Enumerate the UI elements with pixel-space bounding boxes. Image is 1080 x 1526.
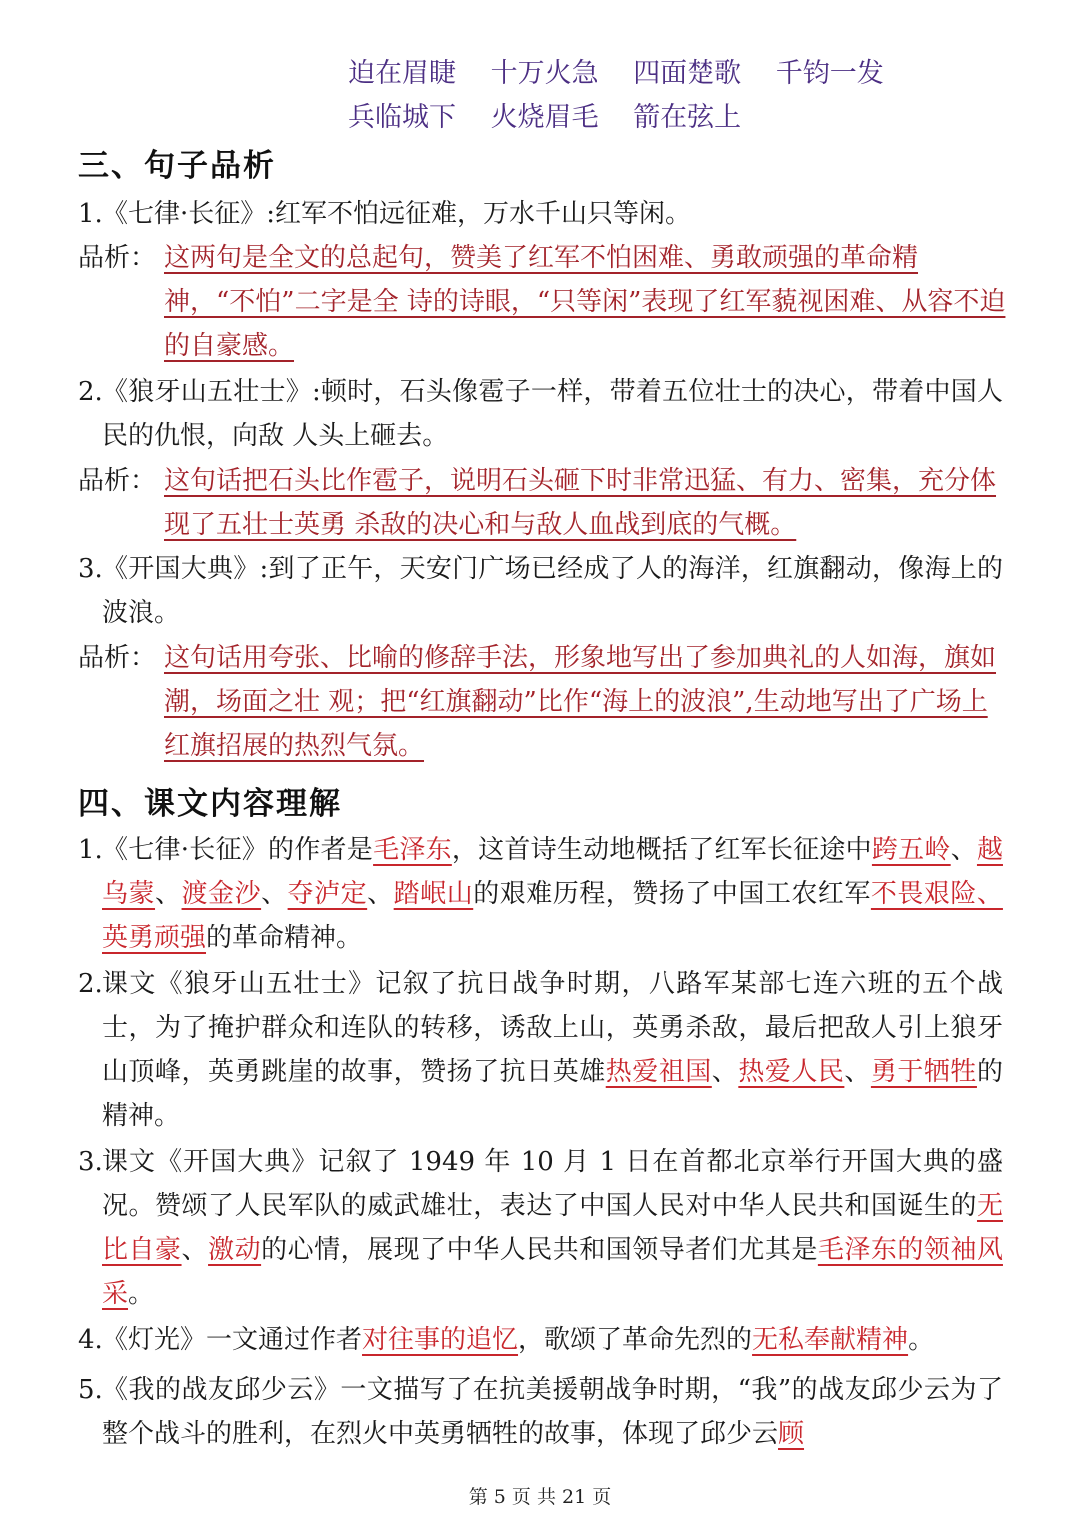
- item-number: 3.: [78, 1147, 103, 1177]
- idiom: 迫在眉睫: [348, 58, 456, 89]
- analysis-block: [78, 236, 1008, 368]
- content-item: [78, 1368, 1003, 1456]
- text-segment: 、: [155, 879, 182, 909]
- content-item: [78, 1140, 1003, 1316]
- item-number: 4.: [78, 1325, 103, 1355]
- text-segment: 、: [844, 1057, 871, 1087]
- highlighted-answer: 不畏艰险、英勇顽强: [102, 879, 1003, 953]
- text-segment: 的心情，展现了中华人民共和国领导者们尤其是: [261, 1235, 818, 1265]
- sentence-text: 《七律·长征》:红军不怕远征难，万水千山只等闲。: [102, 199, 692, 229]
- highlighted-answer: 渡金沙: [181, 879, 262, 909]
- highlighted-answer: 跨五岭: [871, 835, 951, 865]
- text-segment: 的精神。: [102, 1057, 1003, 1131]
- highlighted-answer: 无比自豪: [102, 1191, 1003, 1265]
- analysis-block: [78, 459, 1008, 547]
- text-segment: 课文《狼牙山五壮士》记叙了抗日战争时期，八路军某部七连六班的五个战士，为了掩护群众和连队的转移，诱敌上山，英勇杀敌，最后把敌人引上狼牙山顶峰，英勇跳崖的故事，赞扬了抗日英雄: [102, 969, 1003, 1087]
- idiom: 十万火急: [490, 58, 599, 89]
- content-text: [102, 962, 1003, 1138]
- analysis-block: [78, 636, 1008, 768]
- highlighted-answer: 越乌蒙: [102, 835, 1003, 909]
- analysis-text: 这两句是全文的总起句，赞美了红军不怕困难、勇敢顽强的革命精神，“不怕”二字是全 诗的诗眼，“只等闲”表现了红军藐视困难、从容不迫的自豪感。: [164, 243, 1006, 361]
- sentence-text: 《开国大典》:到了正午，天安门广场已经成了人的海洋，红旗翻动，像海上的波浪。: [102, 554, 1003, 628]
- analysis-label: 品析：: [78, 643, 157, 673]
- text-segment: 、: [711, 1057, 739, 1087]
- highlighted-answer: 踏岷山: [393, 879, 474, 909]
- highlighted-answer: 毛泽东: [373, 835, 452, 865]
- item-number: 2.: [78, 377, 103, 407]
- section-title-content-understanding: 四、课文内容理解: [78, 786, 342, 822]
- text-segment: ，歌颂了革命先烈的: [518, 1325, 753, 1355]
- highlighted-answer: 无私奉献精神: [752, 1325, 909, 1355]
- section-title-sentence-analysis: 三、句子品析: [78, 148, 276, 184]
- item-number: 5.: [78, 1375, 103, 1405]
- analysis-label: 品析：: [78, 243, 157, 273]
- idiom: 火烧眉毛: [490, 102, 599, 133]
- item-number: 2.: [78, 969, 103, 999]
- sentence-item: [78, 192, 1003, 236]
- highlighted-answer: 毛泽东的领袖风采: [102, 1235, 1003, 1309]
- sentence-text: 《狼牙山五壮士》:顿时，石头像雹子一样，带着五位壮士的决心，带着中国人民的仇恨，向敌 人头上砸去。: [102, 377, 1003, 451]
- text-segment: 、: [181, 1235, 209, 1265]
- text-segment: 。: [908, 1325, 935, 1355]
- highlighted-answer: 顾: [778, 1419, 805, 1449]
- text-segment: 的艰难历程，赞扬了中国工农红军: [473, 879, 871, 909]
- analysis-label: 品析：: [78, 466, 157, 496]
- highlighted-answer: 热爱人民: [738, 1057, 845, 1087]
- highlighted-answer: 夺泸定: [287, 879, 368, 909]
- text-segment: 。: [128, 1279, 155, 1309]
- text-segment: 、: [261, 879, 288, 909]
- content-item: [78, 962, 1003, 1138]
- highlighted-answer: 热爱祖国: [605, 1057, 712, 1087]
- item-number: 3.: [78, 554, 103, 584]
- sentence-item: [78, 547, 1003, 635]
- content-text: [102, 828, 1003, 960]
- highlighted-answer: 激动: [208, 1235, 262, 1265]
- content-item: [78, 828, 1003, 960]
- content-text: [102, 1318, 1003, 1362]
- item-number: 1.: [78, 835, 103, 865]
- text-segment: 《七律·长征》的作者是: [102, 835, 374, 865]
- content-item: [78, 1318, 1003, 1362]
- content-text: [102, 1140, 1003, 1316]
- analysis-text: 这句话用夸张、比喻的修辞手法，形象地写出了参加典礼的人如海，旗如潮，场面之壮 观；把“红旗翻动”比作“海上的波浪”,生动地写出了广场上红旗招展的热烈气氛。: [164, 643, 997, 761]
- text-segment: 、: [950, 835, 977, 865]
- idiom: 四面楚歌: [633, 58, 742, 89]
- idiom: 箭在弦上: [633, 102, 742, 133]
- highlighted-answer: 勇于牺牲: [870, 1057, 977, 1087]
- text-segment: 课文《开国大典》记叙了 1949 年 10 月 1 日在首都北京举行开国大典的盛况。赞颂了人民军队的威武雄壮，表达了中国人民对中华人民共和国诞生的: [102, 1147, 1003, 1221]
- highlighted-answer: 对往事的追忆: [362, 1325, 519, 1355]
- text-segment: 的革命精神。: [206, 923, 363, 953]
- sentence-item: [78, 370, 1003, 458]
- idiom: 兵临城下: [348, 102, 456, 133]
- text-segment: 《我的战友邱少云》一文描写了在抗美援朝战争时期，“我”的战友邱少云为了整个战斗的胜利，在烈火中英勇牺牲的故事，体现了邱少云: [102, 1375, 1003, 1449]
- text-segment: ，这首诗生动地概括了红军长征途中: [451, 835, 872, 865]
- idiom: 千钧一发: [775, 58, 884, 89]
- analysis-text: 这句话把石头比作雹子，说明石头砸下时非常迅猛、有力、密集，充分体现了五壮士英勇 杀敌的决心和与敌人血战到底的气概。: [164, 466, 997, 540]
- idiom-list: [348, 52, 1028, 140]
- text-segment: 《灯光》一文通过作者: [102, 1325, 363, 1355]
- page-footer: 第 5 页 共 21 页: [468, 1486, 612, 1508]
- item-number: 1.: [78, 199, 103, 229]
- content-text: [102, 1368, 1003, 1456]
- text-segment: 、: [367, 879, 394, 909]
